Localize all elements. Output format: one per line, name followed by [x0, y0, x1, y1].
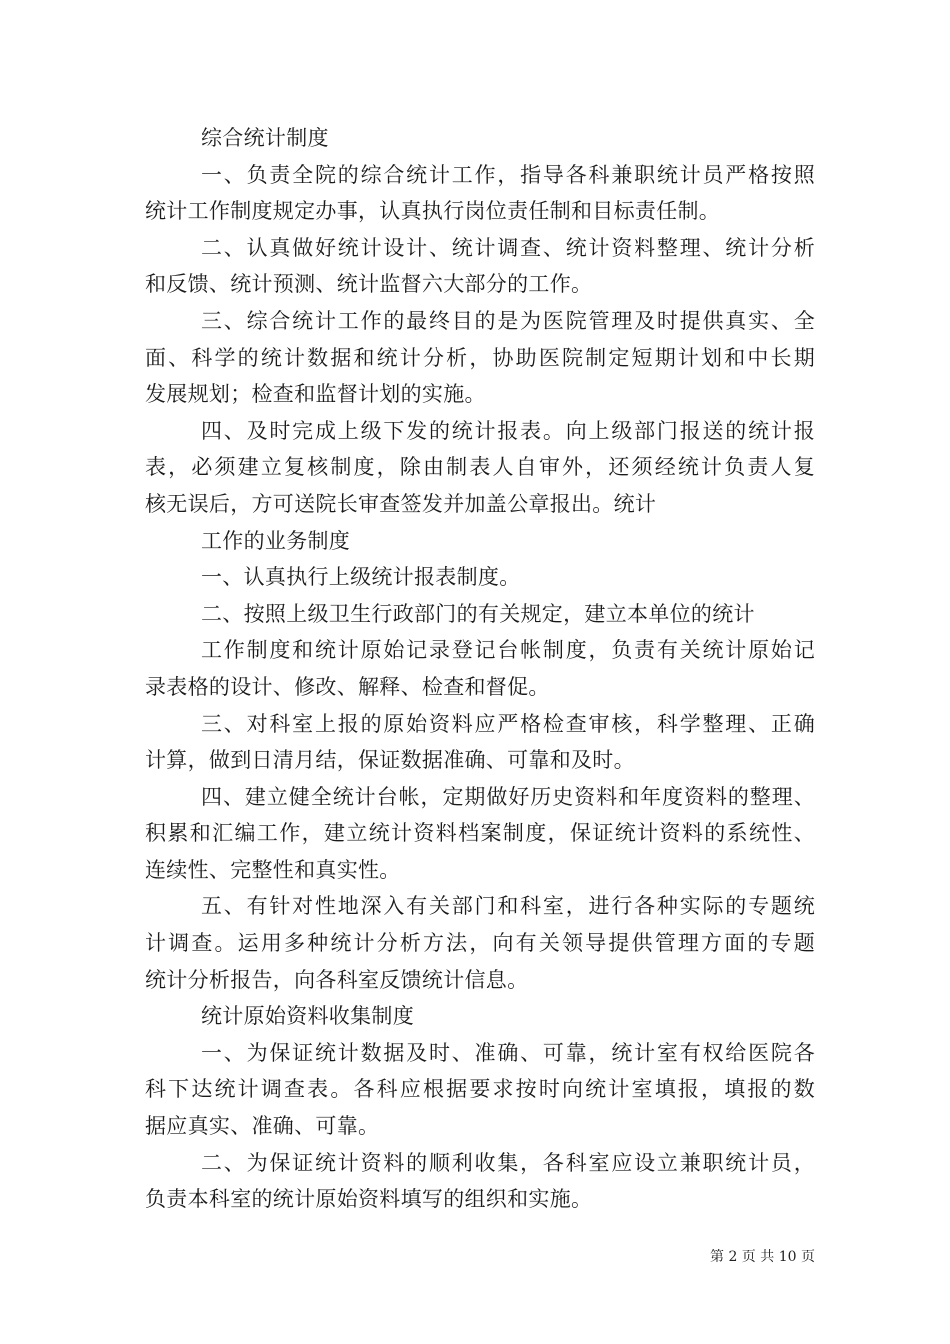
text-line: 统计工作制度规定办事，认真执行岗位责任制和目标责任制。 — [145, 199, 721, 224]
text-line: 连续性、完整性和真实性。 — [145, 857, 401, 882]
text-line: 表，必须建立复核制度，除由制表人自审外，还须经统计负责人复 — [145, 455, 815, 480]
text-line: 据应真实、准确、可靠。 — [145, 1114, 380, 1139]
text-line: 积累和汇编工作，建立统计资料档案制度，保证统计资料的系统性、 — [145, 821, 815, 846]
text-line: 三、综合统计工作的最终目的是为医院管理及时提供真实、全 — [201, 308, 815, 333]
section-heading: 统计原始资料收集制度 — [201, 1004, 414, 1029]
text-line: 二、认真做好统计设计、统计调查、统计资料整理、统计分析 — [201, 235, 815, 260]
text-line: 一、认真执行上级统计报表制度。 — [201, 565, 521, 590]
text-line: 四、建立健全统计台帐，定期做好历史资料和年度资料的整理、 — [201, 784, 815, 809]
text-line: 五、有针对性地深入有关部门和科室，进行各种实际的专题统 — [201, 894, 815, 919]
text-line: 面、科学的统计数据和统计分析，协助医院制定短期计划和中长期 — [145, 345, 815, 370]
text-line: 统计分析报告，向各科室反馈统计信息。 — [145, 967, 529, 992]
text-line: 三、对科室上报的原始资料应严格检查审核，科学整理、正确 — [201, 711, 815, 736]
text-line: 发展规划；检查和监督计划的实施。 — [145, 382, 486, 407]
text-line: 四、及时完成上级下发的统计报表。向上级部门报送的统计报 — [201, 418, 815, 443]
text-line: 二、为保证统计资料的顺利收集，各科室应设立兼职统计员， — [201, 1150, 815, 1175]
section-heading: 工作的业务制度 — [201, 528, 351, 553]
text-line: 一、为保证统计数据及时、准确、可靠，统计室有权给医院各 — [201, 1040, 815, 1065]
document-body — [145, 120, 815, 1218]
text-line: 录表格的设计、修改、解释、检查和督促。 — [145, 674, 550, 699]
text-line: 计算，做到日清月结，保证数据准确、可靠和及时。 — [145, 748, 635, 773]
section-heading: 综合统计制度 — [201, 126, 329, 150]
text-line: 工作制度和统计原始记录登记台帐制度，负责有关统计原始记 — [201, 638, 815, 663]
text-line: 和反馈、统计预测、统计监督六大部分的工作。 — [145, 272, 593, 297]
text-line: 二、按照上级卫生行政部门的有关规定，建立本单位的统计 — [201, 601, 755, 626]
text-line: 科下达统计调查表。各科应根据要求按时向统计室填报，填报的数 — [145, 1077, 815, 1102]
text-line: 负责本科室的统计原始资料填写的组织和实施。 — [145, 1187, 593, 1212]
text-line: 一、负责全院的综合统计工作，指导各科兼职统计员严格按照 — [201, 162, 815, 187]
page-number-footer: 第 2 页 共 10 页 — [710, 1249, 815, 1265]
text-line: 核无误后，方可送院长审查签发并加盖公章报出。统计 — [145, 491, 657, 516]
text-line: 计调查。运用多种统计分析方法，向有关领导提供管理方面的专题 — [145, 931, 815, 956]
